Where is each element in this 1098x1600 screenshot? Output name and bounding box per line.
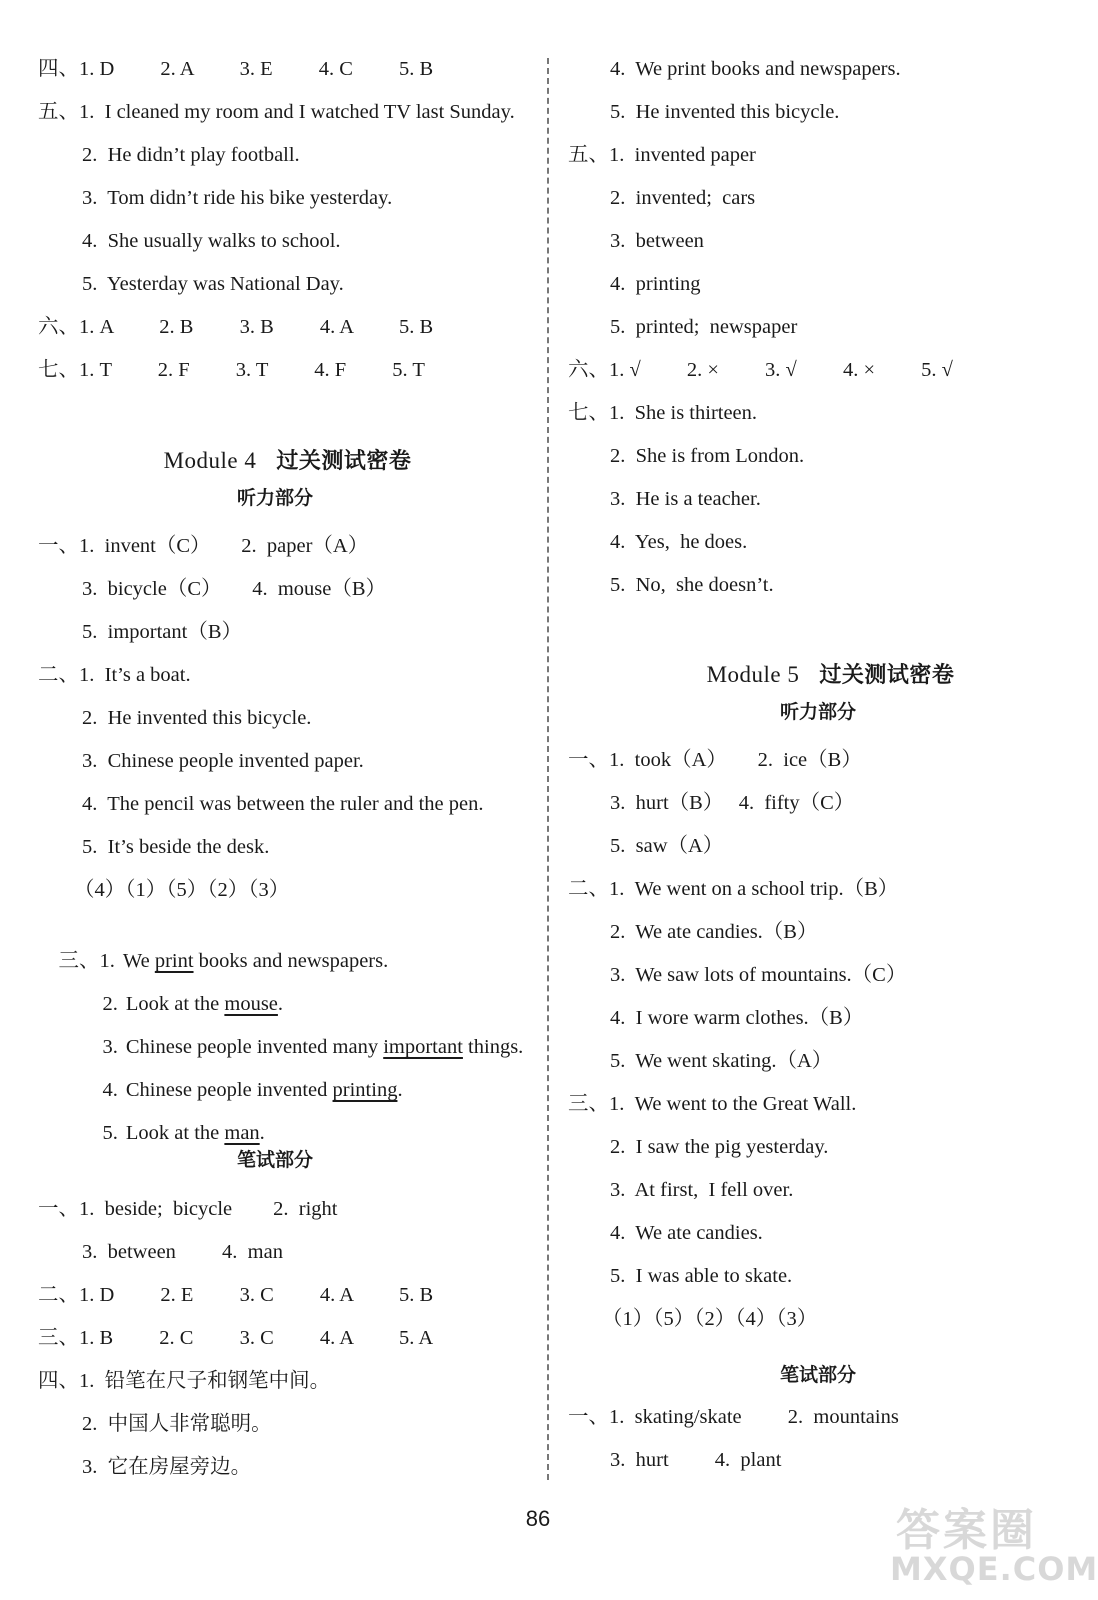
answer-line: 2. She is from London.	[610, 445, 805, 467]
answer-line: 3. between 4. man	[82, 1241, 283, 1263]
answer-line: 一、1. invent（C） 2. paper（A）	[38, 535, 369, 557]
listening-section-title: 听力部分	[779, 701, 856, 723]
answer-line: 一、1. beside; bicycle 2. right	[38, 1198, 338, 1220]
listening-section-title: 听力部分	[236, 487, 313, 509]
module-title-cn: 过关测试密卷	[276, 449, 412, 474]
module-title-en: Module 5	[706, 662, 800, 687]
sentence-part: books and newspapers.	[193, 950, 389, 972]
sentence-part: Chinese people invented	[125, 1079, 333, 1101]
answer-line: 5. important（B）	[82, 621, 243, 643]
answer-line: 二、1. We went on a school trip.（B）	[568, 878, 899, 900]
writing-section-title: 笔试部分	[779, 1364, 856, 1386]
sentence-part: Chinese people invented many	[125, 1036, 384, 1058]
answer-line: 2. 中国人非常聪明。	[82, 1413, 272, 1435]
answer-line: 2. He didn’t play football.	[82, 144, 300, 166]
answer-line: 一、1. took（A） 2. ice（B）	[568, 749, 862, 771]
sentence-part: Look at the	[125, 1122, 225, 1144]
writing-section-title: 笔试部分	[236, 1149, 313, 1171]
answer-line: 5. No, she doesn’t.	[610, 574, 774, 596]
answer-line: 七、1. She is thirteen.	[568, 402, 758, 424]
column-divider	[547, 58, 549, 1480]
answer-line: 四、1. D 2. A 3. E 4. C 5. B	[38, 58, 434, 80]
answer-line: 4. She usually walks to school.	[82, 230, 341, 252]
answer-line: 4. The pencil was between the ruler and the pen.	[82, 793, 484, 815]
item-number: 5.	[102, 1122, 118, 1144]
answer-line: 五、1. I cleaned my room and I watched TV last Sunday.	[38, 101, 515, 123]
sentence-part: .	[259, 1122, 265, 1144]
answer-line: 2. We ate candies.（B）	[610, 921, 818, 943]
answer-line: （1）（5）（2）（4）（3）	[602, 1308, 818, 1330]
item-number: 1.	[99, 950, 115, 972]
item-number: 2.	[102, 993, 118, 1015]
answer-line: 七、1. T 2. F 3. T 4. F 5. T	[38, 359, 425, 381]
answer-line: 3. Tom didn’t ride his bike yesterday.	[82, 187, 393, 209]
answer-line: 3. hurt（B） 4. fifty（C）	[610, 792, 855, 814]
answer-line: 5. We went skating.（A）	[610, 1050, 833, 1072]
underlined-word: mouse	[224, 993, 278, 1015]
answer-line: 5. saw（A）	[610, 835, 724, 857]
answer-line: 3. bicycle（C） 4. mouse（B）	[82, 578, 387, 600]
sentence-part: .	[277, 993, 284, 1015]
answer-line: 3. He is a teacher.	[610, 488, 761, 510]
answer-line: 3. We saw lots of mountains.（C）	[610, 964, 907, 986]
answer-line: 一、1. skating/skate 2. mountains	[568, 1406, 899, 1428]
answer-line: 2. I saw the pig yesterday.	[610, 1136, 829, 1158]
answer-line: 3. hurt 4. plant	[610, 1449, 782, 1471]
answer-line: 六、1. √ 2. × 3. √ 4. × 5. √	[568, 359, 953, 381]
page-number: 86	[525, 1506, 551, 1531]
answer-line: 二、1. D 2. E 3. C 4. A 5. B	[38, 1284, 434, 1306]
sentence-part: We	[122, 950, 155, 972]
answer-line: 4. printing	[610, 273, 701, 295]
answer-line: 4. I wore warm clothes.（B）	[610, 1007, 864, 1029]
sentence-part: things.	[462, 1036, 524, 1058]
answer-line: 三、1. We went to the Great Wall.	[568, 1093, 857, 1115]
answer-line: 3. 它在房屋旁边。	[82, 1456, 252, 1478]
answer-line: 3. Chinese people invented paper.	[82, 750, 364, 772]
sentence-part: .	[397, 1079, 403, 1101]
underlined-word: printing	[332, 1079, 398, 1101]
answer-line: 4. We ate candies.	[610, 1222, 763, 1244]
answer-line: 三、1. B 2. C 3. C 4. A 5. A	[38, 1327, 434, 1349]
answer-line: 2. invented; cars	[610, 187, 756, 209]
answer-line: 2. He invented this bicycle.	[82, 707, 312, 729]
underlined-word: important	[383, 1036, 463, 1058]
item-number: 3.	[102, 1036, 118, 1058]
watermark-text: 答案圈	[896, 1505, 1037, 1556]
item-number: 4.	[102, 1079, 118, 1101]
module-title-cn: 过关测试密卷	[819, 663, 955, 688]
answer-line: 4. Yes, he does.	[610, 531, 748, 553]
answer-line: 四、1. 铅笔在尺子和钢笔中间。	[38, 1370, 331, 1392]
answer-line: 5. Yesterday was National Day.	[82, 273, 344, 295]
section-label: 三、	[58, 950, 100, 972]
answer-line: 5. He invented this bicycle.	[610, 101, 840, 123]
underlined-word: man	[224, 1122, 260, 1144]
underlined-word: print	[154, 950, 194, 972]
sentence-part: Look at the	[125, 993, 225, 1015]
answer-line: 3. between	[610, 230, 704, 252]
answer-line: 二、1. It’s a boat.	[38, 664, 191, 686]
answer-line: 5. printed; newspaper	[610, 316, 798, 338]
answer-line: 5. It’s beside the desk.	[82, 836, 270, 858]
answer-line: 五、1. invented paper	[568, 144, 756, 166]
watermark-logo	[886, 1494, 1098, 1594]
watermark-url: MXQE.COM	[890, 1550, 1098, 1588]
answer-line: 3. At first, I fell over.	[610, 1179, 794, 1201]
answer-line: 4. We print books and newspapers.	[610, 58, 901, 80]
answer-line: （4）（1）（5）（2）（3）	[74, 879, 290, 901]
answer-line: 5. I was able to skate.	[610, 1265, 793, 1287]
answer-line: 六、1. A 2. B 3. B 4. A 5. B	[38, 316, 434, 338]
module-title-en: Module 4	[163, 448, 257, 473]
